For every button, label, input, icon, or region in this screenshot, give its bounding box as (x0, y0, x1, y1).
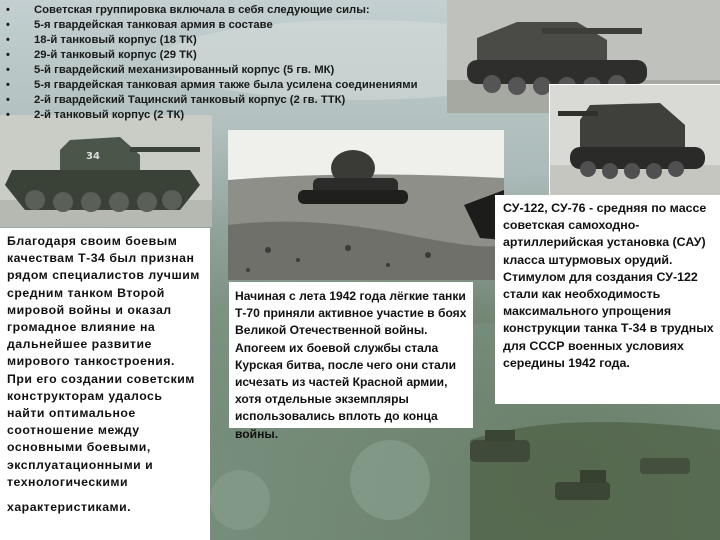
t34-description-end: характеристиками. (7, 500, 132, 515)
t34-description (0, 228, 210, 540)
bullet-item: • 5-я гвардейская танковая армия в составе (4, 18, 444, 33)
t70-photo (228, 130, 504, 280)
bullet-item: • Советская группировка включала в себя следующие силы: (4, 3, 444, 18)
bullet-item: • 18-й танковый корпус (18 ТК) (4, 33, 444, 48)
t70-description (229, 282, 473, 441)
su-description (495, 195, 720, 404)
t70-description-text: Начиная с лета 1942 года лёгкие танки Т-70 приняли активное участие в боях Великой Отечественной войны. Апогеем их боевой службы стала Курская битва, после чего они стали исчезать из частей Красной армии, хотя отдельные экземпляры использовались вплоть до конца войны. (235, 289, 467, 441)
t34-description-text: Благодаря своим боевым качествам Т-34 был признан рядом специалистов лучшим средним танком Второй мировой войны и оказал громадное влияние на дальнейшее развитие мирового танкостроения. При его создании советским конструкторам удалось найти оптимальное соотношение между основными боевыми, эксплуатационными и технологическими (7, 234, 200, 489)
su-description-text: СУ-122, СУ-76 - средняя по массе советская самоходно-артиллерийская установка (САУ) класса штурмовых орудий. Стимулом для создания СУ-122 стали как необходимость максимального упрощения конструкции танка Т-34 в трудных для СССР военных условиях середины 1942 года. (503, 201, 714, 370)
bullet-item: • 5-я гвардейская танковая армия также была усилена соединениями (4, 78, 444, 93)
bullet-item: • 2-й танковый корпус (2 ТК) (4, 108, 444, 123)
bullet-item: • 29-й танковый корпус (29 ТК) (4, 48, 444, 63)
t34-turret-number: 34 (86, 151, 100, 162)
bullet-item: • 5-й гвардейский механизированный корпус (5 гв. МК) (4, 63, 444, 78)
force-composition-list (4, 3, 444, 123)
su76-photo (549, 84, 720, 196)
bullet-item: • 2-й гвардейский Тацинский танковый корпус (2 гв. ТТК) (4, 93, 444, 108)
tank-silhouette-3 (640, 458, 690, 474)
t34-photo (0, 115, 212, 227)
